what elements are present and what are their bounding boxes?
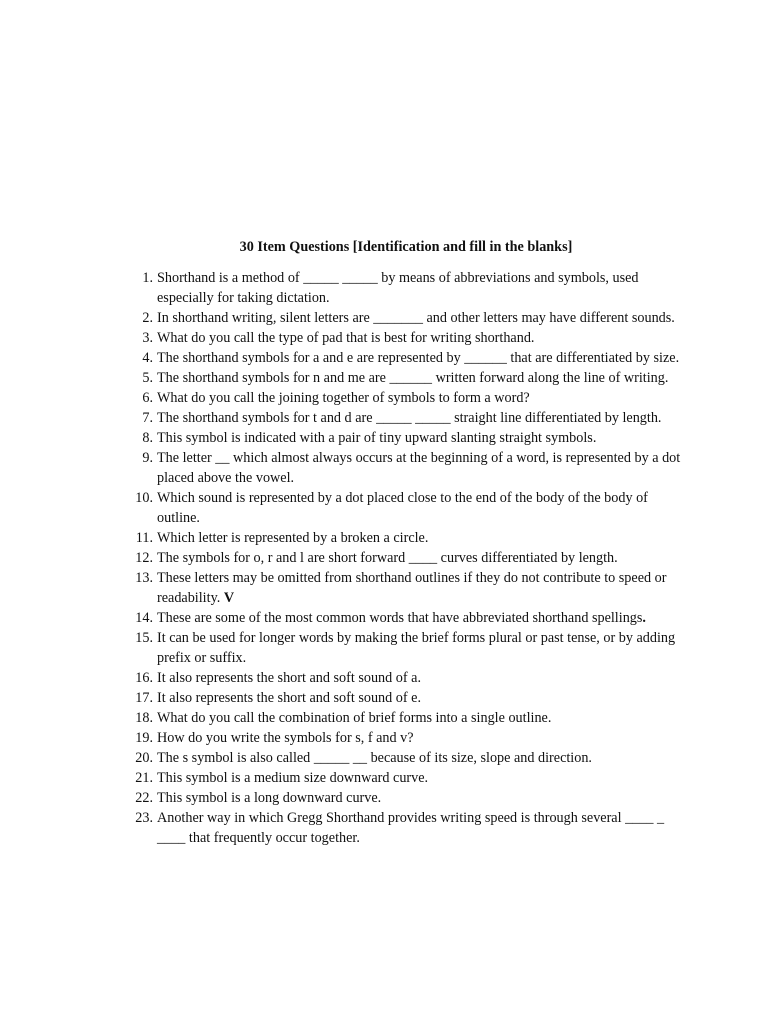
question-text: This symbol is indicated with a pair of tiny upward slanting straight symbols. [157, 430, 597, 446]
question-item [135, 808, 687, 848]
question-number: 7. [142, 410, 153, 426]
question-item [135, 488, 687, 528]
question-text: The symbols for o, r and l are short forward ____ curves differentiated by length. [157, 550, 618, 566]
question-text: It also represents the short and soft sound of a. [157, 670, 421, 686]
question-text: It also represents the short and soft sound of e. [157, 690, 421, 706]
question-item [135, 688, 687, 708]
question-number: 9. [142, 450, 153, 466]
question-item [142, 448, 687, 488]
question-text: What do you call the type of pad that is best for writing shorthand. [157, 330, 535, 346]
question-text: This symbol is a medium size downward curve. [157, 770, 429, 786]
question-number: 17. [135, 690, 153, 706]
question-text: Shorthand is a method of _____ _____ by means of abbreviations and symbols, used especially for taking dictation. [157, 270, 639, 306]
question-item [135, 748, 687, 768]
question-number: 22. [135, 790, 153, 806]
question-number: 5. [142, 370, 153, 386]
question-suffix: V [223, 590, 235, 606]
question-number: 11. [135, 530, 153, 546]
question-text: Which letter is represented by a broken a circle. [157, 530, 429, 546]
question-item [135, 548, 687, 568]
question-item [142, 348, 687, 368]
question-item [135, 708, 687, 728]
question-text: The s symbol is also called _____ __ because of its size, slope and direction. [157, 750, 592, 766]
question-item [142, 368, 687, 388]
question-item [142, 388, 687, 408]
question-number: 14. [135, 610, 153, 626]
question-text: Another way in which Gregg Shorthand provides writing speed is through several ____ _ ____ that frequently occur together. [157, 810, 665, 846]
question-list [135, 268, 687, 848]
question-item [142, 328, 687, 348]
question-item [142, 268, 687, 308]
question-number: 23. [135, 810, 153, 826]
question-text: Which sound is represented by a dot placed close to the end of the body of the body of outline. [157, 490, 648, 526]
question-text: These letters may be omitted from shorthand outlines if they do not contribute to speed or readability. [157, 570, 667, 606]
question-item [135, 568, 687, 608]
question-text: This symbol is a long downward curve. [157, 790, 382, 806]
question-text: The shorthand symbols for a and e are represented by ______ that are differentiated by size. [157, 350, 680, 366]
question-item [135, 768, 687, 788]
question-number: 21. [135, 770, 153, 786]
question-number: 15. [135, 630, 153, 646]
question-number: 18. [135, 710, 153, 726]
question-text: What do you call the joining together of symbols to form a word? [157, 390, 530, 406]
question-text: How do you write the symbols for s, f and v? [157, 730, 414, 746]
question-item [142, 408, 687, 428]
question-text: These are some of the most common words that have abbreviated shorthand spellings [157, 610, 643, 626]
question-number: 6. [142, 390, 153, 406]
document-title: 30 Item Questions [Identification and fill in the blanks] [239, 239, 573, 255]
question-item [142, 428, 687, 448]
question-item [135, 728, 687, 748]
question-text: The letter __ which almost always occurs at the beginning of a word, is represented by a dot placed above the vowel. [157, 450, 681, 486]
question-suffix: . [642, 610, 646, 626]
question-number: 2. [142, 310, 153, 326]
question-item [142, 308, 687, 328]
question-number: 10. [135, 490, 153, 506]
question-number: 16. [135, 670, 153, 686]
question-text: What do you call the combination of brief forms into a single outline. [157, 710, 552, 726]
question-number: 8. [142, 430, 153, 446]
question-number: 13. [135, 570, 153, 586]
question-number: 4. [142, 350, 153, 366]
question-text: In shorthand writing, silent letters are _______ and other letters may have different sounds. [157, 310, 675, 326]
question-item [135, 628, 687, 668]
question-item [135, 528, 687, 548]
question-number: 12. [135, 550, 153, 566]
question-number: 19. [135, 730, 153, 746]
question-text: It can be used for longer words by making the brief forms plural or past tense, or by adding prefix or suffix. [157, 630, 676, 666]
question-text: The shorthand symbols for n and me are ______ written forward along the line of writing. [157, 370, 669, 386]
question-text: The shorthand symbols for t and d are _____ _____ straight line differentiated by length. [157, 410, 662, 426]
question-number: 20. [135, 750, 153, 766]
question-number: 1. [142, 270, 153, 286]
question-item [135, 788, 687, 808]
question-number: 3. [142, 330, 153, 346]
question-item [135, 668, 687, 688]
question-item [135, 608, 687, 628]
